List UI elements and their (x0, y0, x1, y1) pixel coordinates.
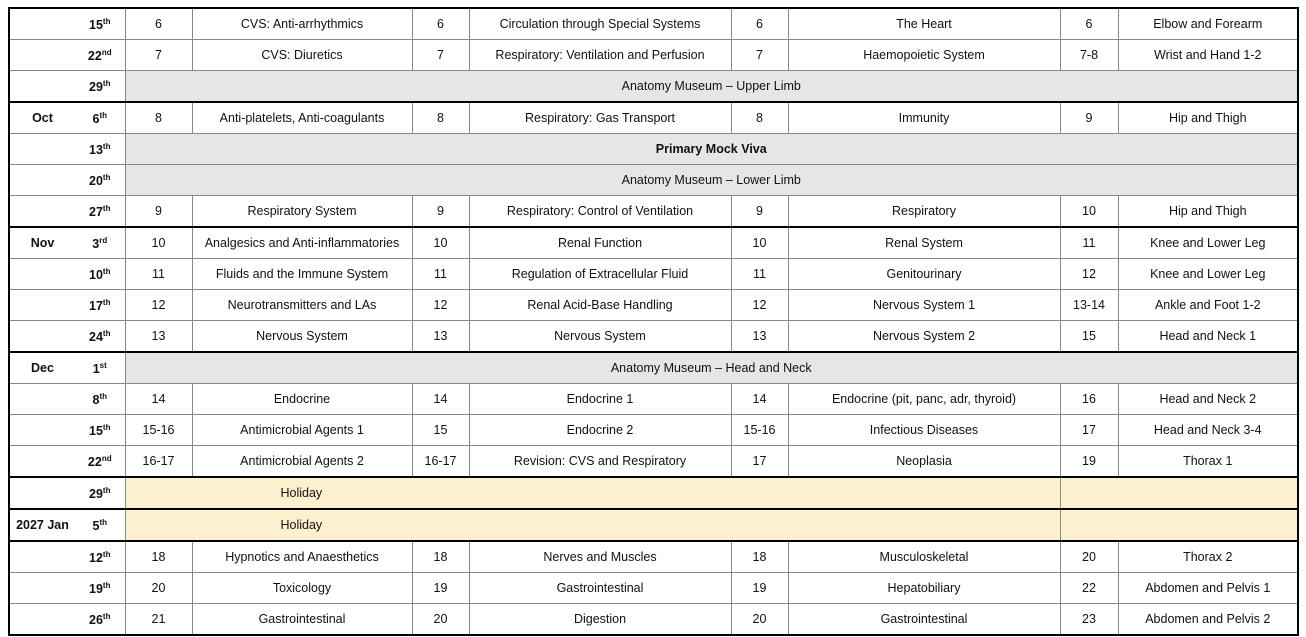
day-label (75, 352, 125, 384)
week-a-number: 15-16 (125, 415, 192, 446)
day-suffix: nd (101, 47, 112, 57)
week-c-topic: The Heart (788, 8, 1060, 40)
day-suffix: rd (99, 235, 108, 245)
day-suffix: th (102, 16, 111, 26)
week-b-number: 13 (412, 321, 469, 353)
holiday-anatomy-cell (1060, 509, 1298, 541)
week-c-number: 12 (731, 290, 788, 321)
day-suffix: th (102, 422, 111, 432)
week-c-number: 13 (731, 321, 788, 353)
day-suffix: nd (101, 453, 112, 463)
holiday-label: Holiday (125, 477, 1060, 509)
day-label (75, 8, 125, 40)
week-a-topic: Fluids and the Immune System (192, 259, 412, 290)
table-row (9, 352, 1298, 384)
week-c-number: 10 (731, 227, 788, 259)
day-label (75, 321, 125, 353)
week-b-number: 11 (412, 259, 469, 290)
week-b-topic: Renal Acid-Base Handling (469, 290, 731, 321)
week-a-topic: Analgesics and Anti-inflammatories (192, 227, 412, 259)
day-suffix: th (102, 172, 111, 182)
week-b-number: 20 (412, 604, 469, 636)
month-label (9, 40, 75, 71)
table-row (9, 290, 1298, 321)
day-suffix: th (102, 549, 111, 559)
day-number: 15 (89, 423, 103, 438)
week-a-number: 18 (125, 541, 192, 573)
table-row (9, 71, 1298, 103)
week-b-topic: Endocrine 1 (469, 384, 731, 415)
week-c-topic: Genitourinary (788, 259, 1060, 290)
week-a-number: 6 (125, 8, 192, 40)
anatomy-topic: Hip and Thigh (1118, 196, 1298, 228)
day-suffix: th (99, 517, 107, 527)
anatomy-number: 23 (1060, 604, 1118, 636)
week-a-topic: Anti-platelets, Anti-coagulants (192, 102, 412, 134)
week-b-number: 10 (412, 227, 469, 259)
day-number: 12 (89, 550, 103, 565)
day-number: 22 (87, 48, 102, 63)
week-a-topic: Antimicrobial Agents 1 (192, 415, 412, 446)
week-c-number: 19 (731, 573, 788, 604)
table-row (9, 509, 1298, 541)
day-number: 5 (92, 518, 100, 533)
event-banner: Anatomy Museum – Head and Neck (125, 352, 1298, 384)
day-number: 24 (89, 329, 103, 344)
day-number: 15 (89, 17, 103, 32)
day-suffix: th (102, 203, 111, 213)
month-label (9, 196, 75, 228)
anatomy-topic: Head and Neck 1 (1118, 321, 1298, 353)
day-label (75, 290, 125, 321)
week-a-number: 20 (125, 573, 192, 604)
week-c-number: 9 (731, 196, 788, 228)
week-a-topic: Toxicology (192, 573, 412, 604)
day-number: 1 (92, 361, 100, 376)
week-c-number: 17 (731, 446, 788, 478)
day-suffix: th (99, 391, 107, 401)
month-label (9, 384, 75, 415)
week-b-topic: Regulation of Extracellular Fluid (469, 259, 731, 290)
month-label (9, 71, 75, 103)
anatomy-topic: Knee and Lower Leg (1118, 259, 1298, 290)
week-c-topic: Nervous System 2 (788, 321, 1060, 353)
table-row (9, 573, 1298, 604)
week-c-number: 15-16 (731, 415, 788, 446)
day-number: 13 (89, 142, 103, 157)
anatomy-topic: Wrist and Hand 1-2 (1118, 40, 1298, 71)
table-row (9, 259, 1298, 290)
holiday-label: Holiday (125, 509, 1060, 541)
table-row (9, 134, 1298, 165)
anatomy-topic: Thorax 1 (1118, 446, 1298, 478)
week-a-number: 21 (125, 604, 192, 636)
week-b-number: 16-17 (412, 446, 469, 478)
day-label (75, 71, 125, 103)
week-b-topic: Revision: CVS and Respiratory (469, 446, 731, 478)
day-suffix: th (102, 580, 111, 590)
week-a-number: 12 (125, 290, 192, 321)
week-a-number: 16-17 (125, 446, 192, 478)
day-label (75, 165, 125, 196)
week-b-topic: Nerves and Muscles (469, 541, 731, 573)
day-number: 17 (89, 298, 103, 313)
day-number: 8 (92, 392, 100, 407)
day-number: 6 (92, 111, 100, 126)
week-a-topic: Respiratory System (192, 196, 412, 228)
week-c-number: 20 (731, 604, 788, 636)
month-label: Dec (9, 352, 75, 384)
day-label (75, 541, 125, 573)
day-label (75, 134, 125, 165)
week-b-topic: Nervous System (469, 321, 731, 353)
day-label (75, 415, 125, 446)
week-a-topic: CVS: Diuretics (192, 40, 412, 71)
day-suffix: th (99, 110, 107, 120)
month-label (9, 165, 75, 196)
anatomy-number: 17 (1060, 415, 1118, 446)
week-a-number: 7 (125, 40, 192, 71)
week-a-topic: CVS: Anti-arrhythmics (192, 8, 412, 40)
table-row (9, 384, 1298, 415)
day-number: 3 (92, 236, 100, 251)
week-a-topic: Neurotransmitters and LAs (192, 290, 412, 321)
month-label (9, 604, 75, 636)
anatomy-topic: Ankle and Foot 1-2 (1118, 290, 1298, 321)
anatomy-number: 22 (1060, 573, 1118, 604)
week-c-number: 8 (731, 102, 788, 134)
week-c-number: 14 (731, 384, 788, 415)
anatomy-topic: Knee and Lower Leg (1118, 227, 1298, 259)
table-row (9, 477, 1298, 509)
week-c-topic: Musculoskeletal (788, 541, 1060, 573)
anatomy-number: 19 (1060, 446, 1118, 478)
week-a-number: 9 (125, 196, 192, 228)
week-a-topic: Hypnotics and Anaesthetics (192, 541, 412, 573)
anatomy-topic: Abdomen and Pelvis 1 (1118, 573, 1298, 604)
day-label (75, 509, 125, 541)
month-label (9, 8, 75, 40)
week-c-number: 18 (731, 541, 788, 573)
day-suffix: st (99, 360, 107, 370)
week-a-number: 13 (125, 321, 192, 353)
week-b-number: 8 (412, 102, 469, 134)
week-b-number: 18 (412, 541, 469, 573)
anatomy-number: 10 (1060, 196, 1118, 228)
week-b-number: 9 (412, 196, 469, 228)
week-a-topic: Endocrine (192, 384, 412, 415)
day-suffix: th (102, 485, 111, 495)
table-row (9, 541, 1298, 573)
table-row (9, 227, 1298, 259)
day-number: 29 (89, 486, 103, 501)
day-suffix: th (102, 141, 111, 151)
day-number: 19 (89, 581, 103, 596)
week-c-topic: Neoplasia (788, 446, 1060, 478)
week-b-topic: Gastrointestinal (469, 573, 731, 604)
day-suffix: th (102, 78, 111, 88)
month-label: Oct (9, 102, 75, 134)
holiday-anatomy-cell (1060, 477, 1298, 509)
schedule-table (8, 7, 1299, 636)
week-a-number: 8 (125, 102, 192, 134)
day-label (75, 102, 125, 134)
day-label (75, 259, 125, 290)
schedule-body (9, 8, 1298, 635)
month-label (9, 477, 75, 509)
schedule-container (8, 7, 1299, 636)
month-label (9, 415, 75, 446)
week-a-number: 10 (125, 227, 192, 259)
week-b-number: 19 (412, 573, 469, 604)
anatomy-number: 6 (1060, 8, 1118, 40)
anatomy-topic: Elbow and Forearm (1118, 8, 1298, 40)
week-a-number: 11 (125, 259, 192, 290)
week-a-topic: Gastrointestinal (192, 604, 412, 636)
day-number: 20 (89, 173, 103, 188)
day-label (75, 196, 125, 228)
month-label (9, 573, 75, 604)
anatomy-number: 20 (1060, 541, 1118, 573)
week-c-topic: Immunity (788, 102, 1060, 134)
week-b-number: 12 (412, 290, 469, 321)
day-suffix: th (102, 611, 111, 621)
day-number: 27 (89, 204, 103, 219)
table-row (9, 446, 1298, 478)
day-label (75, 40, 125, 71)
day-suffix: th (102, 297, 111, 307)
day-label (75, 384, 125, 415)
week-c-topic: Nervous System 1 (788, 290, 1060, 321)
event-banner: Anatomy Museum – Lower Limb (125, 165, 1298, 196)
anatomy-number: 11 (1060, 227, 1118, 259)
week-b-topic: Respiratory: Gas Transport (469, 102, 731, 134)
anatomy-number: 12 (1060, 259, 1118, 290)
anatomy-number: 9 (1060, 102, 1118, 134)
week-b-number: 6 (412, 8, 469, 40)
day-suffix: th (102, 328, 111, 338)
week-a-topic: Antimicrobial Agents 2 (192, 446, 412, 478)
anatomy-topic: Head and Neck 2 (1118, 384, 1298, 415)
week-c-number: 7 (731, 40, 788, 71)
week-c-topic: Gastrointestinal (788, 604, 1060, 636)
table-row (9, 102, 1298, 134)
anatomy-topic: Thorax 2 (1118, 541, 1298, 573)
month-label: Nov (9, 227, 75, 259)
table-row (9, 196, 1298, 228)
week-b-topic: Respiratory: Ventilation and Perfusion (469, 40, 731, 71)
anatomy-number: 15 (1060, 321, 1118, 353)
month-label: 2027 Jan (9, 509, 75, 541)
day-number: 29 (89, 79, 103, 94)
week-a-number: 14 (125, 384, 192, 415)
month-label (9, 446, 75, 478)
table-row (9, 8, 1298, 40)
anatomy-topic: Hip and Thigh (1118, 102, 1298, 134)
month-label (9, 541, 75, 573)
month-label (9, 290, 75, 321)
event-banner: Anatomy Museum – Upper Limb (125, 71, 1298, 103)
table-row (9, 321, 1298, 353)
week-c-topic: Hepatobiliary (788, 573, 1060, 604)
week-b-number: 7 (412, 40, 469, 71)
week-c-topic: Respiratory (788, 196, 1060, 228)
week-b-topic: Renal Function (469, 227, 731, 259)
anatomy-topic: Abdomen and Pelvis 2 (1118, 604, 1298, 636)
week-c-topic: Endocrine (pit, panc, adr, thyroid) (788, 384, 1060, 415)
day-number: 10 (89, 267, 103, 282)
week-c-number: 6 (731, 8, 788, 40)
day-label (75, 604, 125, 636)
month-label (9, 134, 75, 165)
table-row (9, 40, 1298, 71)
event-banner: Primary Mock Viva (125, 134, 1298, 165)
day-number: 26 (89, 612, 103, 627)
day-label (75, 573, 125, 604)
week-b-topic: Endocrine 2 (469, 415, 731, 446)
table-row (9, 604, 1298, 636)
week-c-number: 11 (731, 259, 788, 290)
anatomy-number: 13-14 (1060, 290, 1118, 321)
day-label (75, 446, 125, 478)
week-c-topic: Haemopoietic System (788, 40, 1060, 71)
week-c-topic: Renal System (788, 227, 1060, 259)
month-label (9, 321, 75, 353)
anatomy-number: 7-8 (1060, 40, 1118, 71)
day-number: 22 (87, 454, 102, 469)
day-label (75, 227, 125, 259)
day-label (75, 477, 125, 509)
table-row (9, 165, 1298, 196)
week-c-topic: Infectious Diseases (788, 415, 1060, 446)
anatomy-number: 16 (1060, 384, 1118, 415)
day-suffix: th (102, 266, 111, 276)
table-row (9, 415, 1298, 446)
week-b-number: 15 (412, 415, 469, 446)
month-label (9, 259, 75, 290)
week-b-topic: Respiratory: Control of Ventilation (469, 196, 731, 228)
week-a-topic: Nervous System (192, 321, 412, 353)
week-b-topic: Circulation through Special Systems (469, 8, 731, 40)
anatomy-topic: Head and Neck 3-4 (1118, 415, 1298, 446)
week-b-number: 14 (412, 384, 469, 415)
week-b-topic: Digestion (469, 604, 731, 636)
